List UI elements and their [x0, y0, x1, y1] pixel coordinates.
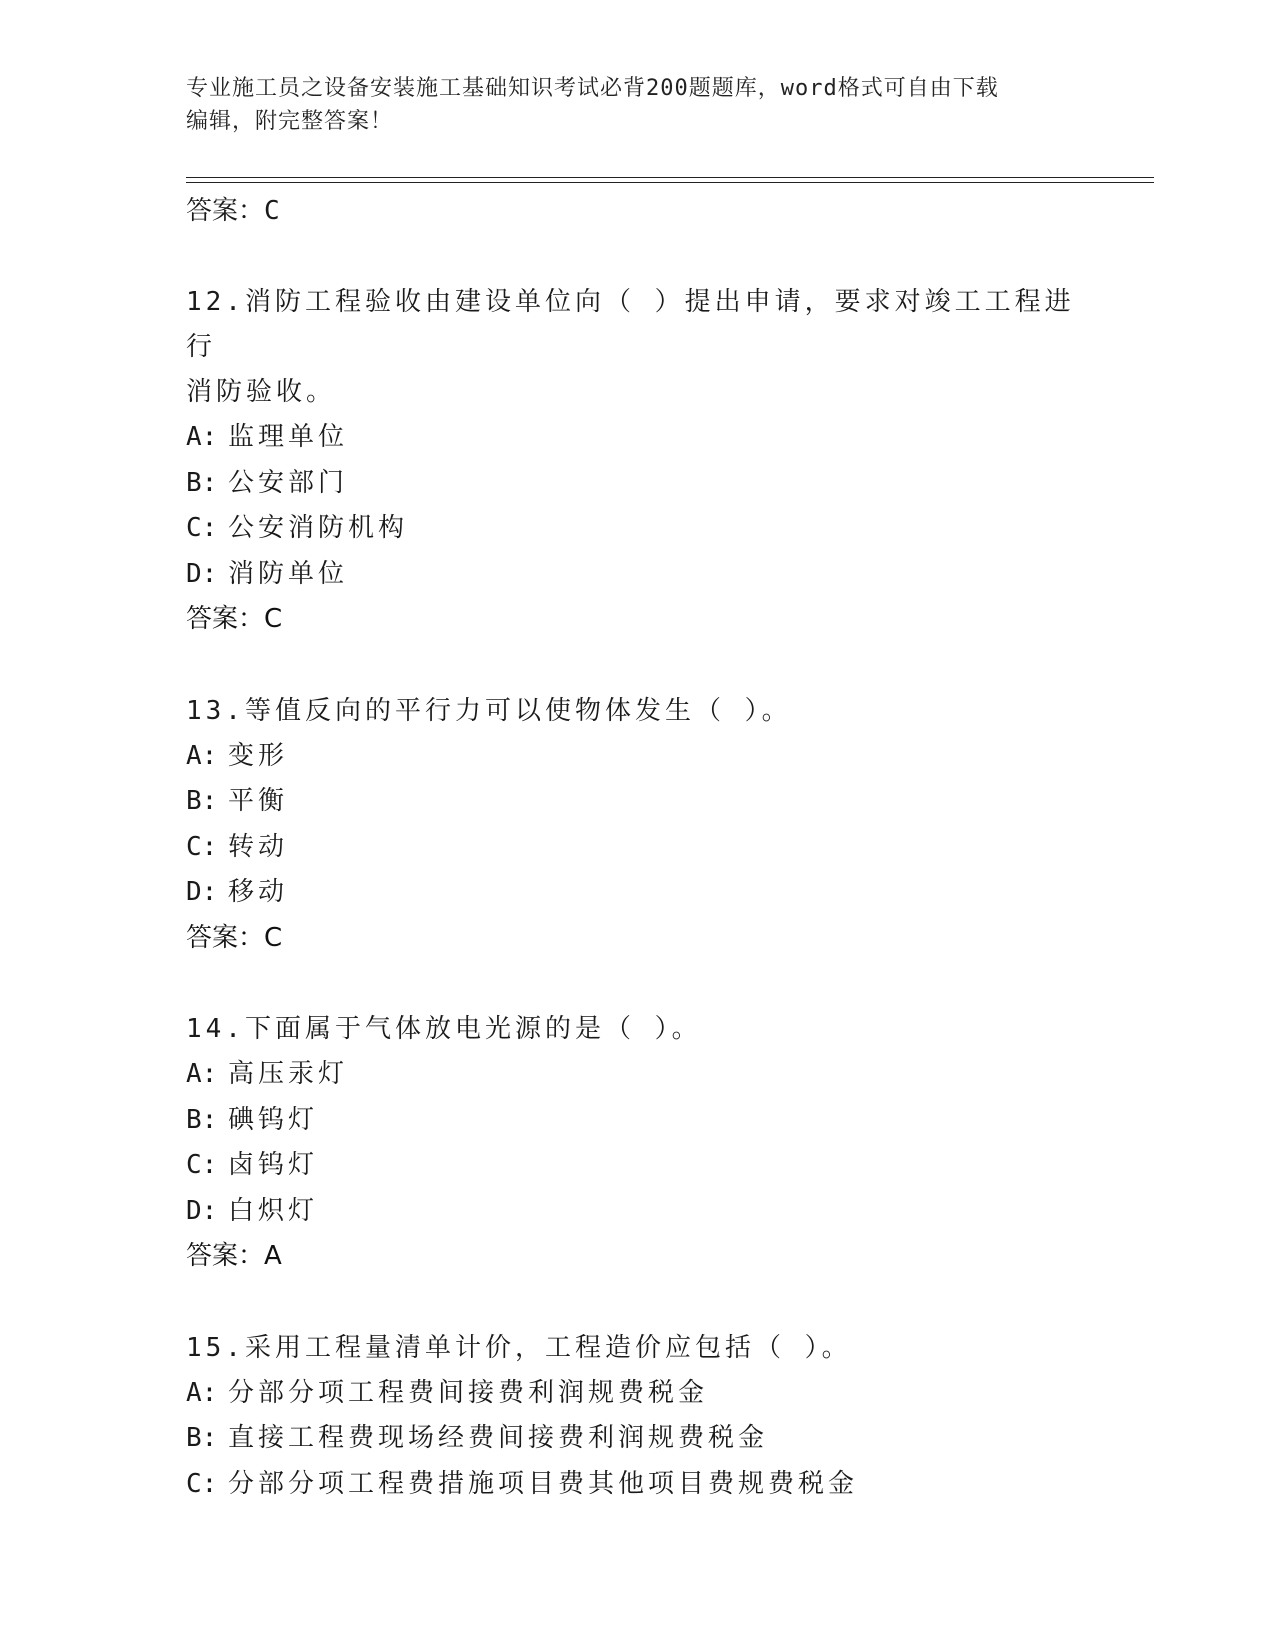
question-list	[186, 280, 1086, 1507]
option-text: 监理单位	[228, 422, 349, 452]
header-divider-top	[186, 177, 1154, 178]
question-stem: 12.消防工程验收由建设单位向（ ）提出申请，要求对竣工工程进行	[186, 287, 1075, 362]
option-text: 变形	[228, 740, 289, 771]
option-letter: A:	[186, 740, 218, 771]
option-text: 转动	[228, 831, 289, 862]
question-12	[186, 280, 1086, 643]
option-text: 碘钨灯	[228, 1104, 319, 1135]
option-c	[186, 1143, 1086, 1189]
question-stem-continued: 消防验收。	[186, 377, 337, 407]
answer: 答案：C	[186, 922, 283, 953]
answer: 答案：A	[186, 1241, 282, 1271]
option-text: 公安消防机构	[228, 513, 409, 543]
option-b	[186, 1416, 1086, 1462]
option-a	[186, 1371, 1086, 1417]
option-letter: B:	[186, 1104, 218, 1135]
option-letter: D:	[186, 558, 218, 589]
option-b	[186, 1098, 1086, 1144]
option-letter: B:	[186, 786, 218, 816]
option-letter: D:	[186, 877, 218, 907]
question-spacer	[186, 1280, 1086, 1326]
option-letter: C:	[186, 1468, 218, 1499]
option-letter: D:	[186, 1195, 218, 1226]
option-b	[186, 779, 1086, 825]
option-letter: A:	[186, 422, 218, 452]
option-d	[186, 552, 1086, 598]
question-stem: 15.采用工程量清单计价，工程造价应包括（ ）。	[186, 1332, 852, 1363]
question-stem: 13.等值反向的平行力可以使物体发生（ ）。	[186, 695, 792, 726]
option-a	[186, 734, 1086, 780]
option-text: 卤钨灯	[228, 1150, 319, 1180]
option-letter: C:	[186, 831, 218, 862]
header-title-line-2: 编辑，附完整答案！	[186, 109, 394, 134]
option-a	[186, 415, 1086, 461]
option-d	[186, 870, 1086, 916]
option-text: 分部分项工程费间接费利润规费税金	[228, 1377, 709, 1408]
option-letter: A:	[186, 1377, 218, 1408]
option-letter: A:	[186, 1059, 218, 1089]
option-letter: B:	[186, 467, 218, 498]
option-d	[186, 1189, 1086, 1235]
question-stem: 14.下面属于气体放电光源的是（ ）。	[186, 1014, 702, 1044]
option-a	[186, 1052, 1086, 1098]
header-title-line-1: 专业施工员之设备安装施工基础知识考试必背200题题库，word格式可自由下载	[186, 76, 999, 101]
option-text: 公安部门	[228, 467, 349, 498]
option-text: 直接工程费现场经费间接费利润规费税金	[228, 1423, 769, 1453]
option-b	[186, 461, 1086, 507]
option-text: 分部分项工程费措施项目费其他项目费规费税金	[228, 1468, 859, 1499]
answer: 答案：C	[186, 604, 283, 634]
answer-q11: 答案：C	[186, 196, 280, 226]
option-letter: B:	[186, 1423, 218, 1453]
option-text: 高压汞灯	[228, 1059, 349, 1089]
option-c	[186, 825, 1086, 871]
option-text: 平衡	[228, 786, 289, 816]
question-spacer	[186, 961, 1086, 1007]
option-c	[186, 1462, 1086, 1508]
question-spacer	[186, 643, 1086, 689]
option-text: 消防单位	[228, 558, 349, 589]
question-13	[186, 689, 1086, 962]
option-letter: C:	[186, 513, 218, 543]
question-14	[186, 1007, 1086, 1280]
document-header	[186, 72, 1086, 138]
question-15	[186, 1326, 1086, 1508]
header-divider-bottom	[186, 182, 1154, 183]
option-letter: C:	[186, 1150, 218, 1180]
option-text: 白炽灯	[228, 1195, 319, 1226]
option-text: 移动	[228, 877, 289, 907]
option-c	[186, 506, 1086, 552]
